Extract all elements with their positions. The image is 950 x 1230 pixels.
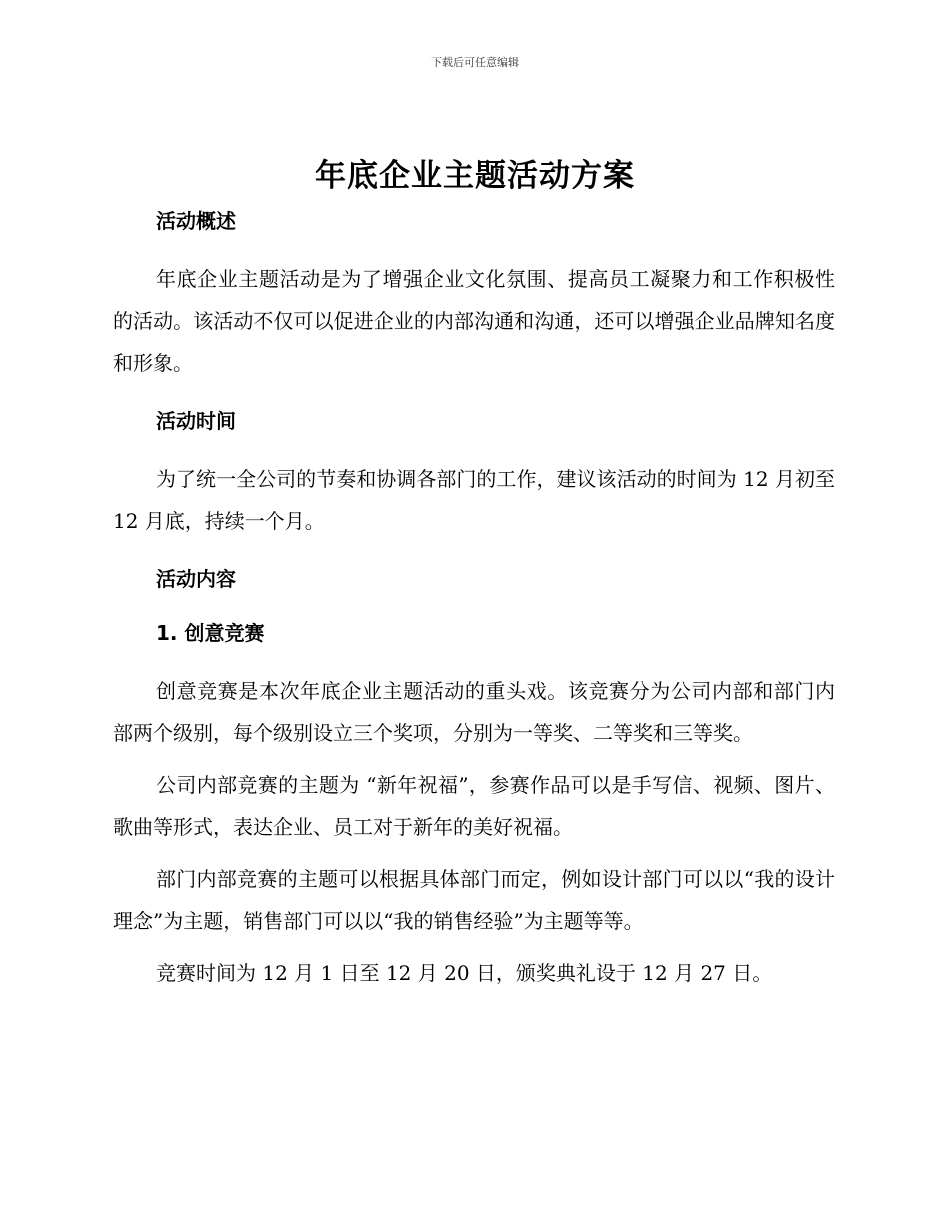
paragraph-overview: 年底企业主题活动是为了增强企业文化氛围、提高员工凝聚力和工作积极性的活动。该活动不仅可以促进企业的内部沟通和沟通，还可以增强企业品牌知名度和形象。 bbox=[113, 267, 835, 375]
section-heading-content: 活动内容 bbox=[156, 567, 236, 591]
document-body bbox=[113, 204, 835, 1004]
subsection-heading-creative-contest: 1. 创意竞赛 bbox=[156, 621, 265, 645]
document-title: 年底企业主题活动方案 bbox=[315, 158, 635, 194]
header-note: 下载后可任意编辑 bbox=[431, 56, 519, 69]
paragraph-department-contest: 部门内部竞赛的主题可以根据具体部门而定，例如设计部门可以以“我的设计理念”为主题，销售部门可以以“我的销售经验”为主题等等。 bbox=[113, 867, 835, 933]
section-heading-time: 活动时间 bbox=[156, 409, 236, 433]
paragraph-time: 为了统一全公司的节奏和协调各部门的工作，建议该活动的时间为 12 月初至 12 月底，持续一个月。 bbox=[113, 467, 835, 533]
section-heading-overview: 活动概述 bbox=[156, 209, 236, 233]
paragraph-contest-schedule: 竞赛时间为 12 月 1 日至 12 月 20 日，颁奖典礼设于 12 月 27 日。 bbox=[156, 961, 773, 985]
paragraph-contest-intro: 创意竞赛是本次年底企业主题活动的重头戏。该竞赛分为公司内部和部门内部两个级别，每个级别设立三个奖项，分别为一等奖、二等奖和三等奖。 bbox=[113, 679, 835, 745]
paragraph-company-contest: 公司内部竞赛的主题为 “新年祝福”，参赛作品可以是手写信、视频、图片、歌曲等形式，表达企业、员工对于新年的美好祝福。 bbox=[113, 773, 835, 839]
